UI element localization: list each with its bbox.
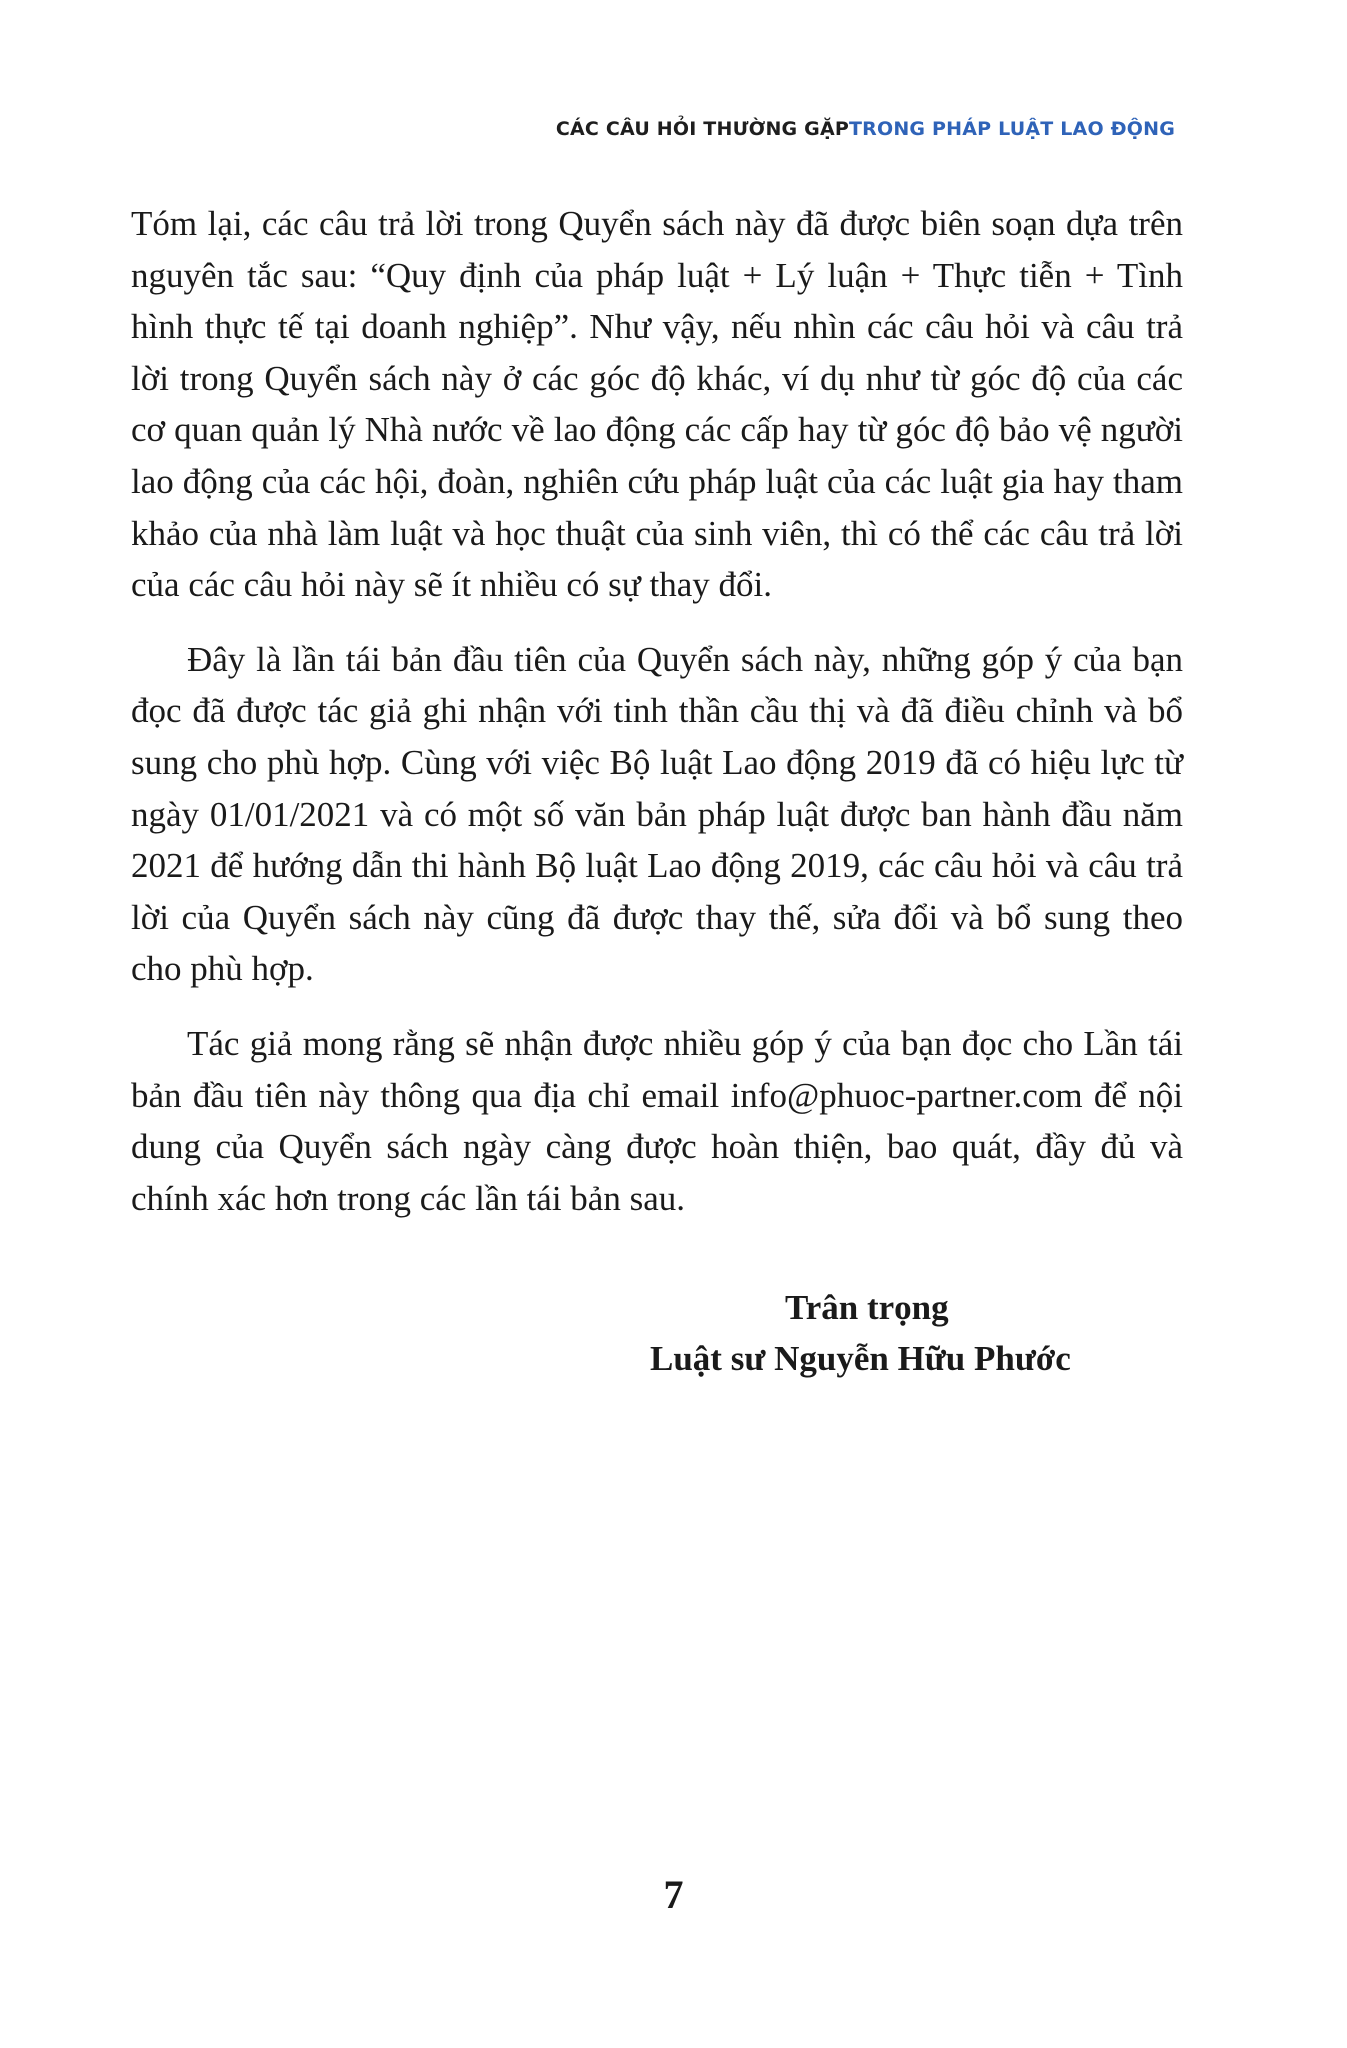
paragraph-reprint: Đây là lần tái bản đầu tiên của Quyển sách này, những góp ý của bạn đọc đã được tác giả ghi nhận với tinh thần cầu thị và đã điều chỉnh và bổ sung cho phù hợp. Cùng với việc Bộ luật Lao động 2019 đã có hiệu lực từ ngày 01/01/2021 và có một số văn bản pháp luật được ban hành đầu năm 2021 để hướng dẫn thi hành Bộ luật Lao động 2019, các câu hỏi và câu trả lời của Quyển sách này cũng đã được thay thế, sửa đổi và bổ sung theo cho phù hợp. xyxy=(131,639,1183,989)
running-header-part2: TRONG PHÁP LUẬT LAO ĐỘNG xyxy=(848,118,1175,140)
running-header xyxy=(556,118,1175,140)
page-number: 7 xyxy=(663,1872,684,1917)
paragraph-summary: Tóm lại, các câu trả lời trong Quyển sách này đã được biên soạn dựa trên nguyên tắc sau: “Quy định của pháp luật + Lý luận + Thực tiễn + Tình hình thực tế tại doanh nghiệp”. Như vậy, nếu nhìn các câu hỏi và câu trả lời trong Quyển sách này ở các góc độ khác, ví dụ như từ góc độ của các cơ quan quản lý Nhà nước về lao động các cấp hay từ góc độ bảo vệ người lao động của các hội, đoàn, nghiên cứu pháp luật của các luật gia hay tham khảo của nhà làm luật và học thuật của sinh viên, thì có thể các câu trả lời của các câu hỏi này sẽ ít nhiều có sự thay đổi. xyxy=(131,204,1183,605)
running-header-part1: CÁC CÂU HỎI THƯỜNG GẶP xyxy=(555,118,849,140)
paragraph-feedback: Tác giả mong rằng sẽ nhận được nhiều góp ý của bạn đọc cho Lần tái bản đầu tiên này thông qua địa chỉ email info@phuoc-partner.com để nội dung của Quyển sách ngày càng được hoàn thiện, bao quát, đầy đủ và chính xác hơn trong các lần tái bản sau. xyxy=(131,1023,1183,1218)
signature-author: Luật sư Nguyễn Hữu Phước xyxy=(650,1339,1071,1378)
page-body xyxy=(131,198,1183,1224)
signature-closing: Trân trọng xyxy=(785,1288,949,1327)
